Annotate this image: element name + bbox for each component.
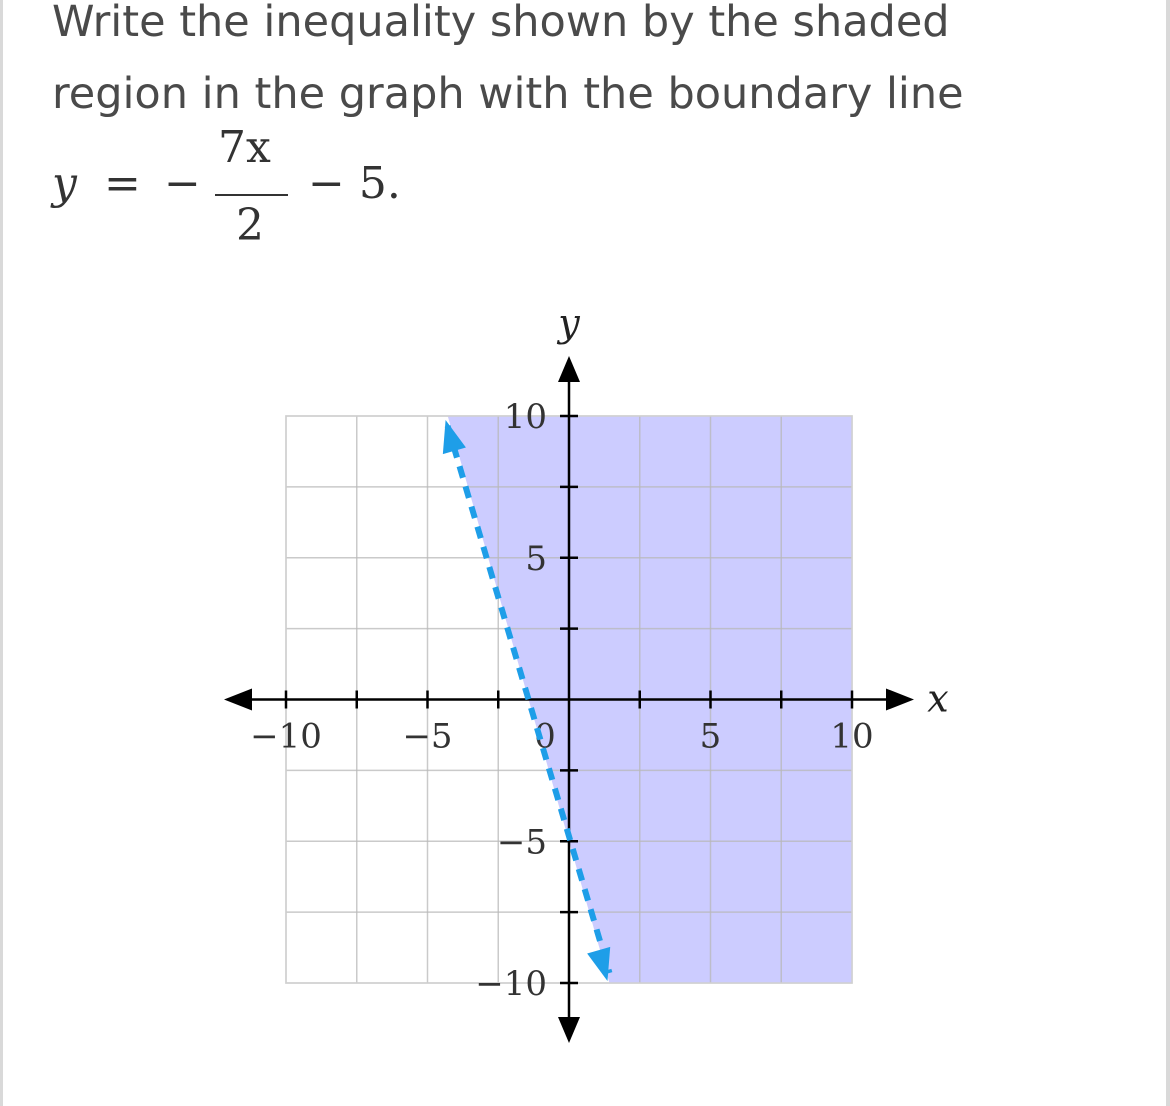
y-axis-arrow-up bbox=[558, 356, 580, 382]
equation-minus: − bbox=[164, 158, 201, 209]
y-tick-label: −5 bbox=[496, 822, 547, 863]
x-axis-label: x bbox=[927, 676, 949, 721]
y-tick-label: 5 bbox=[525, 538, 547, 579]
equation-numerator: 7x bbox=[218, 122, 271, 173]
x-axis-arrow-left bbox=[224, 689, 252, 711]
x-axis-arrow-right bbox=[886, 689, 914, 711]
y-tick-label: 10 bbox=[503, 397, 547, 437]
question-line-2: region in the graph with the boundary line bbox=[52, 69, 964, 119]
y-axis-arrow-down bbox=[558, 1017, 580, 1043]
question-line-1: Write the inequality shown by the shaded bbox=[52, 0, 950, 47]
x-tick-label: 10 bbox=[830, 716, 874, 757]
equation-denominator: 2 bbox=[236, 200, 264, 251]
y-axis-label: y bbox=[558, 301, 580, 345]
equation-lhs: y bbox=[52, 158, 77, 209]
x-tick-label: 5 bbox=[699, 716, 722, 757]
x-tick-label: −5 bbox=[402, 716, 453, 757]
x-tick-label: −10 bbox=[250, 716, 322, 757]
equation-tail: − 5. bbox=[308, 158, 401, 209]
x-tick-label: 0 bbox=[534, 716, 556, 757]
y-tick-label: −10 bbox=[475, 964, 547, 1004]
equation-equals: = bbox=[104, 158, 141, 209]
